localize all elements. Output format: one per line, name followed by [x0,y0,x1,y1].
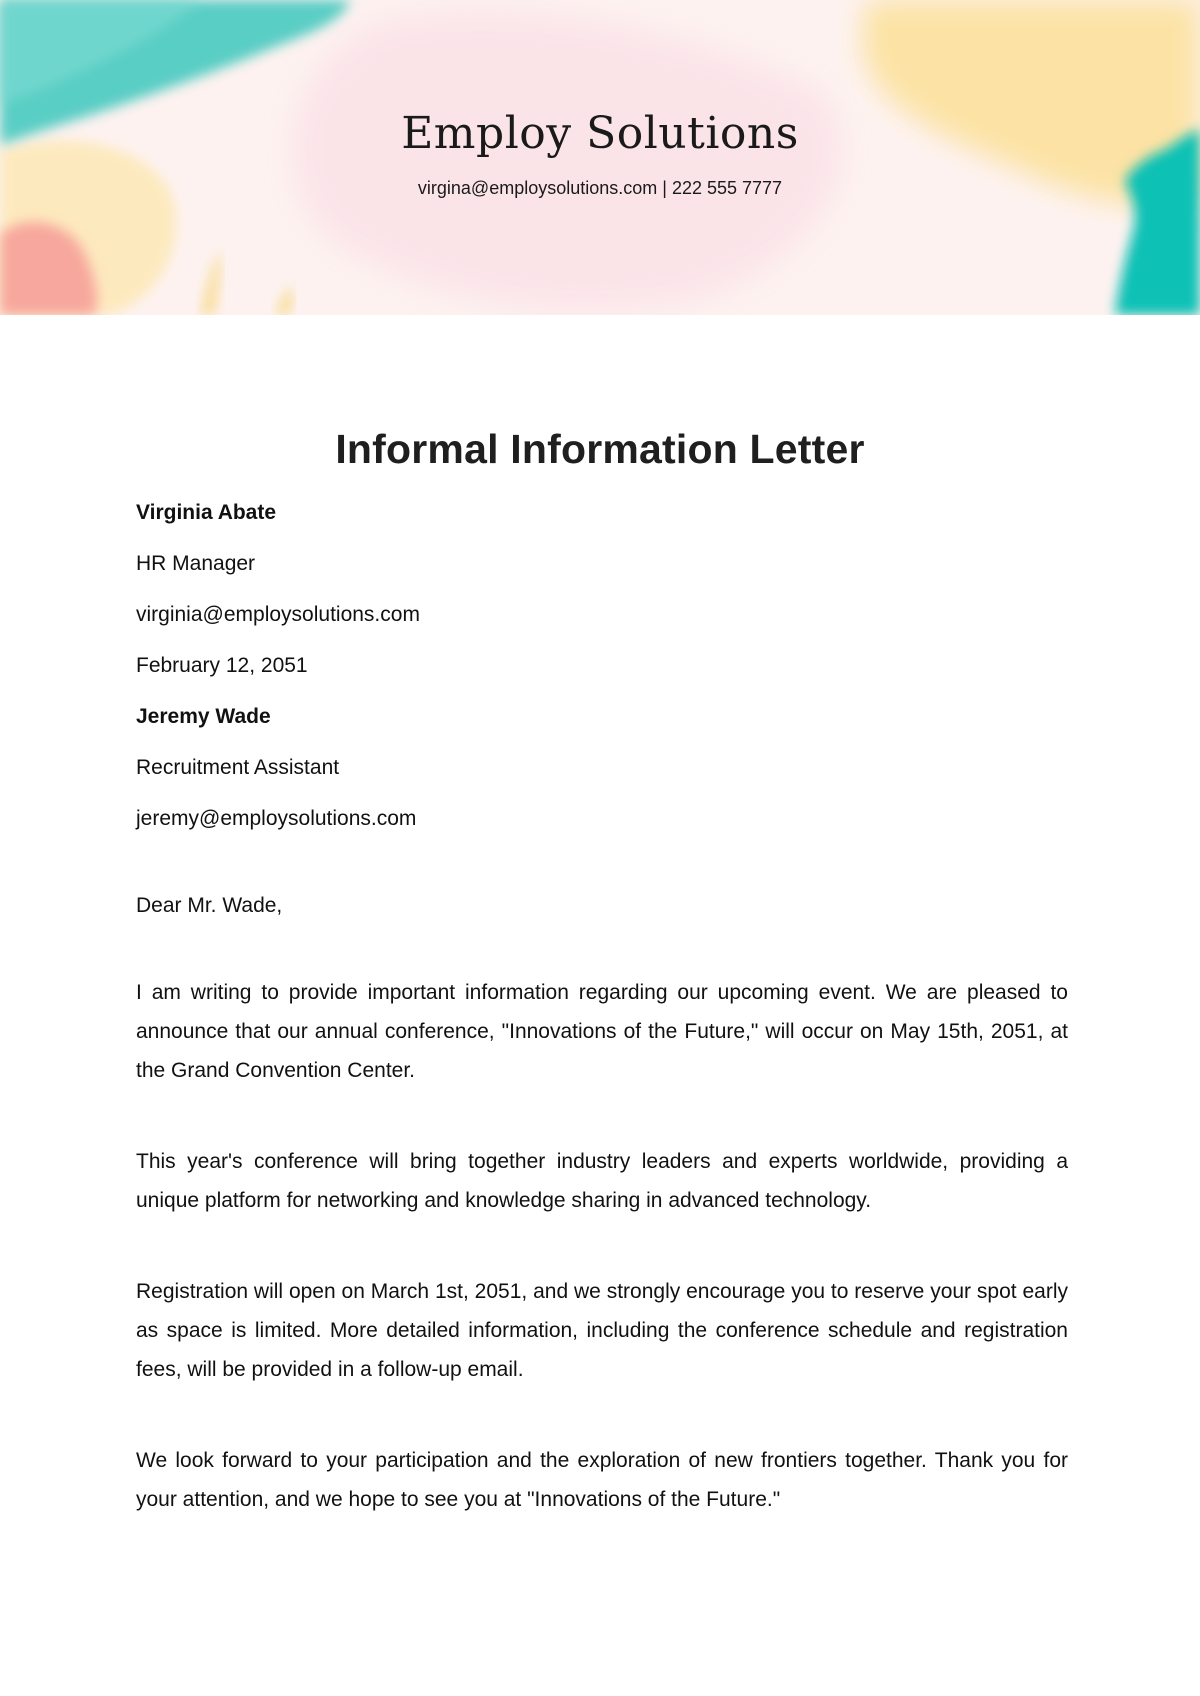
company-name: Employ Solutions [401,108,799,159]
page-title: Informal Information Letter [335,426,865,472]
salutation: Dear Mr. Wade, [136,894,283,917]
sender-name: Virginia Abate [136,501,277,524]
paragraph-1: I am writing to provide important information regarding our upcoming event. We are pleased to announce that our annual conference, "Innovations of the Future," will occur on May 15th, 2051, at the Grand Convention Center. [136,981,1068,1082]
company-contact: virgina@employsolutions.com | 222 555 7777 [417,178,783,198]
paragraph-3: Registration will open on March 1st, 2051, and we strongly encourage you to reserve your spot early as space is limited. More detailed information, including the conference schedule and registration fees, will be provided in a follow-up email. [136,1280,1068,1381]
sender-email: virginia@employsolutions.com [136,603,420,626]
paragraph-4: We look forward to your participation and the exploration of new frontiers together. Thank you for your attention, and we hope to see you at "Innovations of the Future." [136,1449,1068,1511]
letter-date: February 12, 2051 [136,654,308,677]
recipient-position: Recruitment Assistant [136,756,340,779]
letterhead-banner [0,0,1200,315]
recipient-name: Jeremy Wade [136,705,271,728]
sender-position: HR Manager [136,552,256,575]
recipient-email: jeremy@employsolutions.com [136,807,417,830]
paragraph-2: This year's conference will bring together industry leaders and experts worldwide, providing a unique platform for networking and knowledge sharing in advanced technology. [136,1150,1068,1212]
letter-body [136,498,1068,1519]
